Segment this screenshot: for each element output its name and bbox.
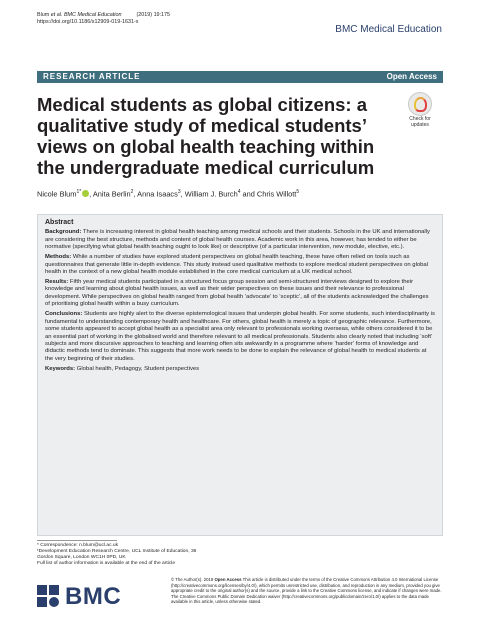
conclusions-text: Students are highly alert to the diverse epistemological issues that underpin global health. For some students, such interdisciplinarity is fundamental to understanding contemporary health and healthcare. For others, global health is merely a topic of geographic relevance. Furthermore, some students appeared to accept global health as a specialist area only relevant to professionals working overseas, while others considered it to be an essential part of working in the globalised world and therefore relevant to all medical professionals. Students also clearly noted that including ‘soft’ subjects and more discursive approaches to teaching and learning often sits awkwardly in a programme where ‘harder’ forms of knowledge and didactic methods tend to dominate. This suggests that more work needs to be done to explain the relevance of global health to medical students at the very beginning of their studies.	[45, 311, 435, 362]
citation-line	[37, 12, 170, 19]
author-sup: 1*	[76, 189, 82, 195]
author-sup: 4	[237, 189, 241, 195]
correspondence-line[interactable]: * Correspondence: n.blum@ucl.ac.uk	[37, 543, 119, 548]
results-label: Results:	[45, 278, 69, 285]
author-name: , William J. Burch	[180, 189, 238, 199]
background-text: There is increasing interest in global health teaching among medical schools and their students. Schools in the UK and internationally are considering the best structure, methods and content of global health courses. Academic work in this area, however, has tended to either be normative (specifying what global health teaching ought to look like) or descriptive (of a particular intervention, new module, elective, etc.).	[45, 229, 430, 251]
license-body: This article is distributed under the terms of the Creative Commons Attribution 4.0 International License (http://creativecommons.org/licenses/by/4.0/), which permits unrestricted use, distribution, and reproduction in any medium, provided you give appropriate credit to the original author(s) and the source, provide a link to the Creative Commons license, and indicate if changes were made. The Creative Commons Public Domain Dedication waiver (http://creativecommons.org/publicdomain/zero/1.0/) applies to the data made available in this article, unless otherwise stated.	[171, 577, 442, 604]
author-info-note: Full list of author information is available at the end of the article	[37, 561, 176, 567]
results-text: Fifth year medical students participated in a structured focus group session and semi-structured interviews designed to explore their knowledge and learning about global health issues, as well as their wider perspectives on these issues and their relevance to professional development. While perspectives on global health ranged from global health ‘advocate’ to ‘sceptic’, all of the students acknowledged the challenges of prioritising global health within a busy curriculum.	[45, 278, 429, 308]
affiliation-line: Gordon Square, London WC1H 0PD, UK	[37, 555, 126, 561]
license-text	[171, 577, 443, 605]
methods-label: Methods:	[45, 254, 72, 261]
badge-text	[398, 117, 442, 128]
citation-authors: Blum	[37, 12, 51, 18]
footnote-divider	[37, 540, 117, 541]
abstract-box	[37, 214, 443, 536]
abstract-heading: Abstract	[45, 219, 74, 226]
footnotes	[37, 543, 297, 567]
author-name: Nicole Blum	[37, 189, 77, 199]
article-title: Medical students as global citizens: a qualitative study of medical students’ views on global health teaching within the undergraduate medical curriculum	[37, 94, 375, 178]
abstract-background	[45, 229, 435, 251]
copyright: © The Author(s). 2019	[171, 577, 215, 582]
abstract-conclusions	[45, 311, 435, 363]
article-type: RESEARCH ARTICLE	[43, 72, 141, 81]
author-name: , Anita Berlin	[89, 189, 131, 199]
check-for-updates-badge[interactable]	[398, 92, 442, 128]
author-name: , Anna Isaacs	[133, 189, 178, 199]
bmc-logo-icon	[37, 585, 61, 609]
abstract-results	[45, 279, 435, 309]
methods-text: While a number of studies have explored student perspectives on global health teaching, these have often relied on tools such as questionnaires that generate little in-depth evidence. This study instead used qualitative methods to explore medical student perspectives on global health in the context of a new global health module established in the core medical curriculum at a UK medical school.	[45, 254, 429, 276]
citation-journal: et al. BMC Medical Education	[50, 12, 122, 18]
author-sup: 3	[177, 189, 181, 195]
article-banner	[37, 71, 443, 83]
background-label: Background:	[45, 229, 82, 236]
keywords-text: Global health, Pedagogy, Student perspectives	[75, 365, 200, 372]
citation-header	[37, 12, 170, 26]
author-list	[37, 189, 443, 198]
doi-link[interactable]: https://doi.org/10.1186/s12909-019-1631-x	[37, 19, 139, 26]
bmc-logo-text: BMC	[65, 583, 122, 610]
conclusions-label: Conclusions:	[45, 311, 83, 318]
citation-year: (2019) 19:175	[136, 12, 171, 18]
abstract-methods	[45, 254, 435, 276]
check-updates-icon	[408, 92, 432, 116]
bmc-logo	[37, 583, 121, 611]
author-sup: 5	[296, 189, 300, 195]
open-access-label: Open Access	[386, 72, 437, 81]
author-name: and Chris Willott	[240, 189, 297, 199]
open-access-bold: Open Access	[214, 577, 242, 582]
badge-line1: Check for	[409, 116, 431, 122]
journal-name: BMC Medical Education	[335, 24, 442, 35]
author-sup: 2	[130, 189, 134, 195]
keywords-label: Keywords:	[45, 365, 76, 372]
affiliation-line: ¹Development Education Research Centre, UCL Institute of Education, 36	[37, 549, 197, 555]
badge-line2: updates	[411, 121, 429, 128]
abstract-keywords	[45, 366, 435, 373]
